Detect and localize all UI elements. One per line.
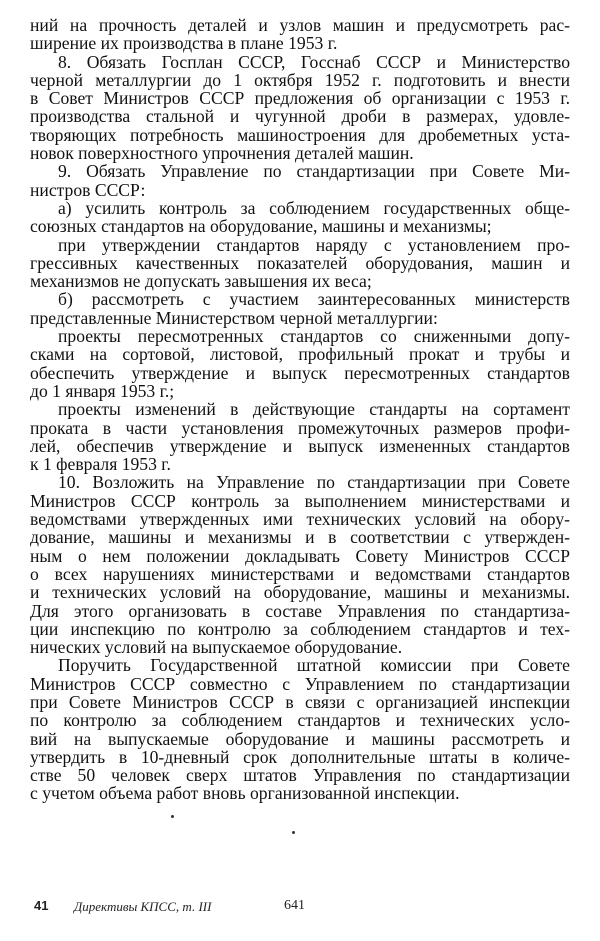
text-line: новок поверхностного упрочнения деталей машин. [30, 143, 414, 164]
text-line: Министров СССР совместно с Управлением по стандартизации [30, 673, 570, 694]
paragraph-p9b2 [30, 400, 570, 473]
page-number: 641 [284, 898, 305, 913]
signature-mark: 41 [34, 898, 49, 913]
text-line: Для этого организовать в составе Управления по стандартиза- [30, 600, 570, 621]
text-line: и технических условий на оборудование, машины и механизмы. [30, 582, 570, 603]
text-line: грессивных качественных показателей оборудования, машин и [30, 252, 570, 273]
paragraph-p9b [30, 290, 570, 327]
text-line: 9. Обязать Управление по стандартизации при Совете Ми- [58, 161, 570, 182]
text-line: Поручить Государственной штатной комиссии при Совете [58, 655, 570, 676]
paragraph-p9a [30, 199, 570, 236]
document-body [30, 16, 570, 803]
text-line: ции инспекцию по контролю за соблюдением стандартов и тех- [30, 618, 570, 639]
text-line: ний на прочность деталей и узлов машин и предусмотреть рас- [30, 15, 570, 35]
paragraph-p9a2 [30, 236, 570, 291]
text-line: Министров СССР контроль за выполнением министерствами и [30, 490, 570, 511]
text-line: к 1 февраля 1953 г. [30, 454, 171, 475]
text-line: 10. Возложить на Управление по стандартизации при Совете [58, 472, 570, 493]
text-line: обеспечить утверждение и выпуск пересмотренных стандартов [30, 362, 570, 383]
text-line: при утверждении стандартов наряду с установлением про- [58, 234, 570, 255]
text-line: вий на выпускаемые оборудование и машины рассмотреть и [30, 728, 570, 749]
text-line: механизмов не допускать завышения их веса; [30, 271, 372, 292]
paragraph-p9b1 [30, 327, 570, 400]
text-line: лей, обеспечив утверждение и выпуск измененных стандартов [30, 435, 570, 456]
text-line: проекты пересмотренных стандартов со сниженными допу- [58, 326, 570, 347]
text-line: ведомствами утвержденных ими технических условий на обору- [30, 509, 570, 530]
text-line: ным о нем положении докладывать Совету Министров СССР [30, 545, 570, 566]
text-line: до 1 января 1953 г.; [30, 380, 175, 401]
text-line: стве 50 человек сверх штатов Управления по стандартизации [30, 765, 570, 786]
print-speck [292, 831, 295, 834]
paragraph-p10 [30, 473, 570, 656]
text-line: утвердить в 10-дневный срок дополнительные штаты в количе- [30, 746, 570, 767]
text-line: черной металлургии до 1 октября 1952 г. подготовить и внести [30, 69, 570, 90]
paragraph-p8 [30, 53, 570, 163]
paragraph-p11 [30, 656, 570, 802]
text-line: творяющих потребность машиностроения для дробеметных уста- [30, 124, 570, 145]
text-line: дование, машины и механизмы и в соответствии с утвержден- [30, 527, 570, 548]
footer-reference: Директивы КПСС, т. III [74, 899, 212, 914]
text-line: нистров СССР: [30, 179, 146, 200]
text-line: проката в части установления промежуточных размеров профи- [30, 417, 570, 438]
print-speck [171, 815, 174, 818]
text-line: по контролю за соблюдением стандартов и технических усло- [30, 710, 570, 731]
text-line: в Совет Министров СССР предложения об организации с 1953 г. [30, 88, 570, 109]
text-line: о всех нарушениях министерствами и ведомствами стандартов [30, 563, 570, 584]
paragraph-p9 [30, 162, 570, 199]
text-line: союзных стандартов на оборудование, машины и механизмы; [30, 216, 492, 237]
text-line: ширение их производства в плане 1953 г. [30, 33, 338, 54]
paragraph-p-cont [30, 16, 570, 53]
text-line: а) усилить контроль за соблюдением государственных обще- [58, 197, 570, 218]
text-line: производства стальной и чугунной дроби в размерах, удовле- [30, 106, 570, 127]
text-line: с учетом объема работ вновь организованной инспекции. [30, 783, 460, 804]
text-line: б) рассмотреть с участием заинтересованных министерств [58, 289, 570, 310]
text-line: представленные Министерством черной металлургии: [30, 307, 438, 328]
text-line: проекты изменений в действующие стандарты на сортамент [58, 399, 570, 420]
text-line: сками на сортовой, листовой, профильный прокат и трубы и [30, 344, 570, 365]
text-line: при Совете Министров СССР в связи с организацией инспекции [30, 691, 570, 712]
text-line: 8. Обязать Госплан СССР, Госснаб СССР и Министерство [58, 51, 570, 72]
text-line: нических условий на выпускаемое оборудование. [30, 637, 403, 658]
